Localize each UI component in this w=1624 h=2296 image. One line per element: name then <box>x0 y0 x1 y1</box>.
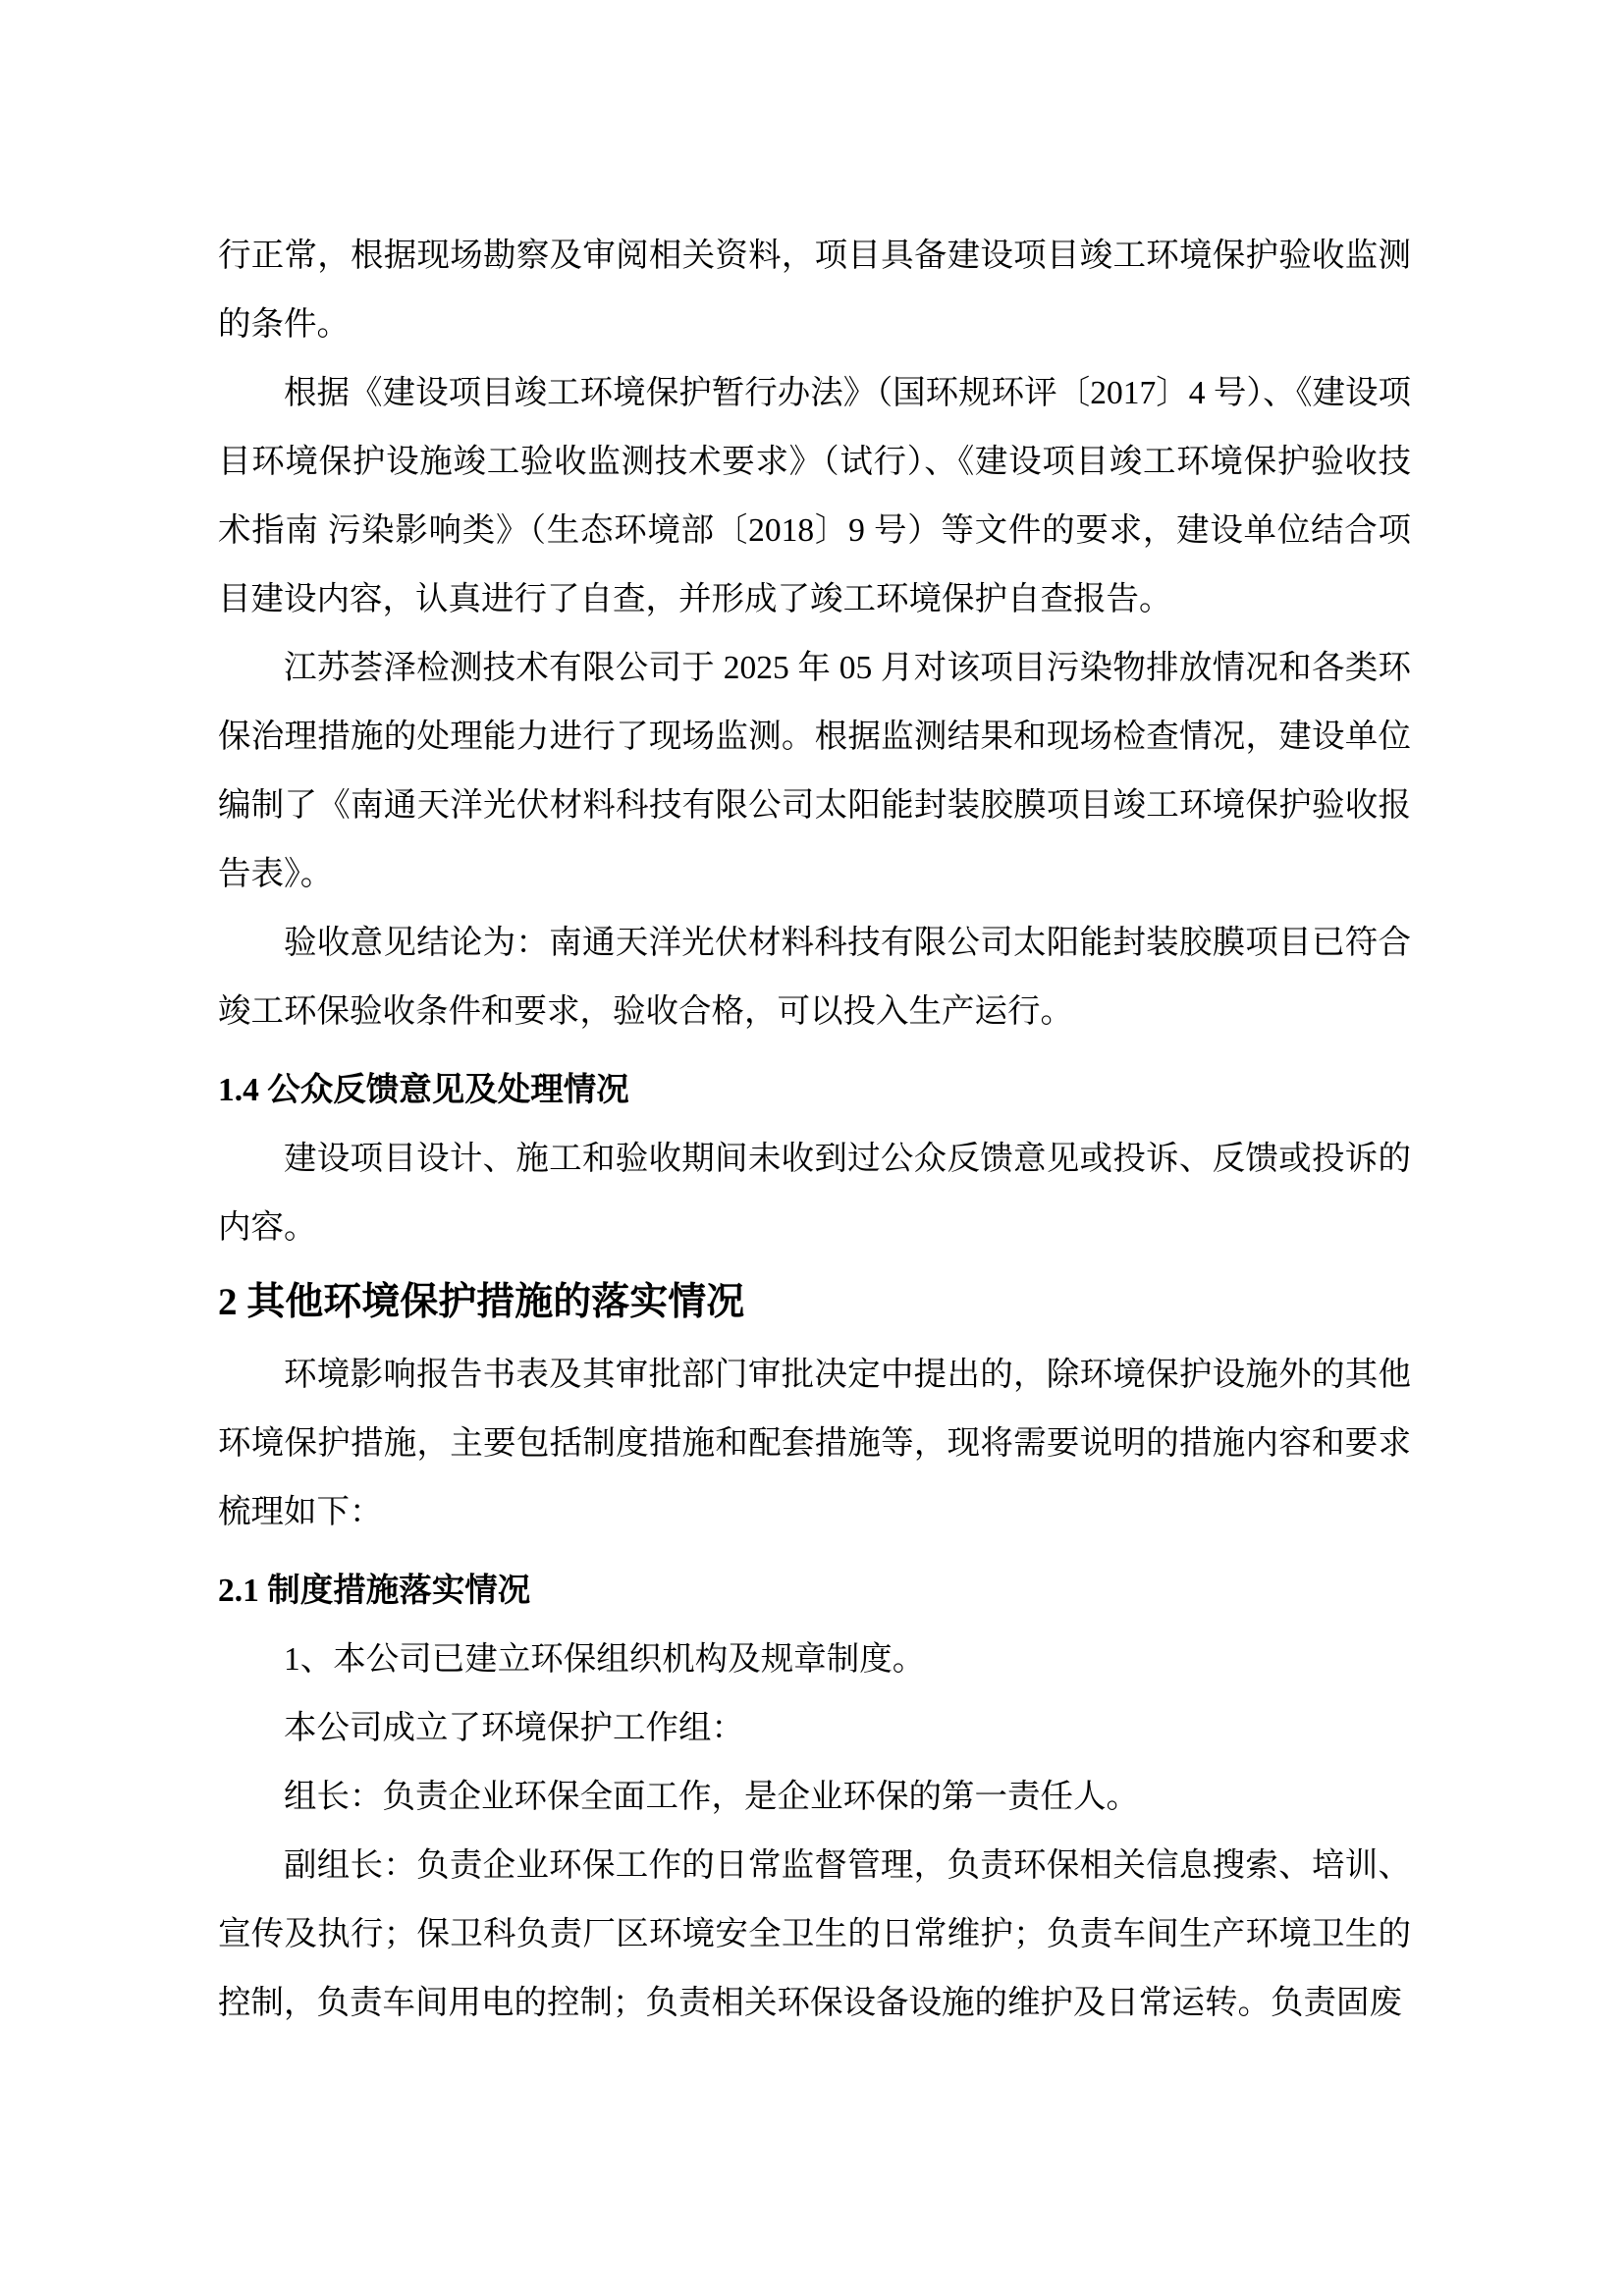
paragraph-institutional-item-1: 1、本公司已建立环保组织机构及规章制度。 <box>284 1641 926 1678</box>
paragraph-monitoring-company: 江苏荟泽检测技术有限公司于 2025 年 05 月对该项目污染物排放情况和各类环保治理措施的处理能力进行了现场监测。根据监测结果和现场检查情况，建设单位编制了《南通天洋光伏材料科技有限公司太阳能封装胶膜项目竣工环境保护验收报告表》。 <box>218 650 1411 892</box>
text-column <box>218 222 1411 2038</box>
paragraph-public-feedback: 建设项目设计、施工和验收期间未收到过公众反馈意见或投诉、反馈或投诉的内容。 <box>218 1141 1411 1246</box>
paragraph-work-group: 本公司成立了环境保护工作组： <box>284 1710 744 1746</box>
heading-2-other-measures: 2 其他环境保护措施的落实情况 <box>218 1281 745 1323</box>
paragraph-acceptance-conditions: 行正常，根据现场勘察及审阅相关资料，项目具备建设项目竣工环境保护验收监测的条件。 <box>218 238 1411 343</box>
heading-1-4-public-feedback: 1.4 公众反馈意见及处理情况 <box>218 1072 629 1108</box>
paragraph-regulatory-basis: 根据《建设项目竣工环境保护暂行办法》（国环规环评〔2017〕4 号）、《建设项目环境保护设施竣工验收监测技术要求》（试行）、《建设项目竣工环境保护验收技术指南 污染影响类》（生态环境部〔2018〕9 号）等文件的要求，建设单位结合项目建设内容，认真进行了自查，并形成了竣工环境保护自查报告。 <box>218 375 1411 617</box>
paragraph-acceptance-conclusion: 验收意见结论为：南通天洋光伏材料科技有限公司太阳能封装胶膜项目已符合竣工环保验收条件和要求，验收合格，可以投入生产运行。 <box>218 925 1411 1030</box>
paragraph-deputy-group-leader: 副组长：负责企业环保工作的日常监督管理，负责环保相关信息搜索、培训、宣传及执行；保卫科负责厂区环境安全卫生的日常维护；负责车间生产环境卫生的控制，负责车间用电的控制；负责相关环保设备设施的维护及日常运转。负责固废 <box>218 1847 1411 2021</box>
heading-2-1-institutional-measures: 2.1 制度措施落实情况 <box>218 1573 531 1609</box>
paragraph-other-measures-intro: 环境影响报告书表及其审批部门审批决定中提出的，除环境保护设施外的其他环境保护措施，主要包括制度措施和配套措施等，现将需要说明的措施内容和要求梳理如下： <box>218 1357 1411 1530</box>
paragraph-group-leader: 组长：负责企业环保全面工作，是企业环保的第一责任人。 <box>284 1779 1139 1815</box>
